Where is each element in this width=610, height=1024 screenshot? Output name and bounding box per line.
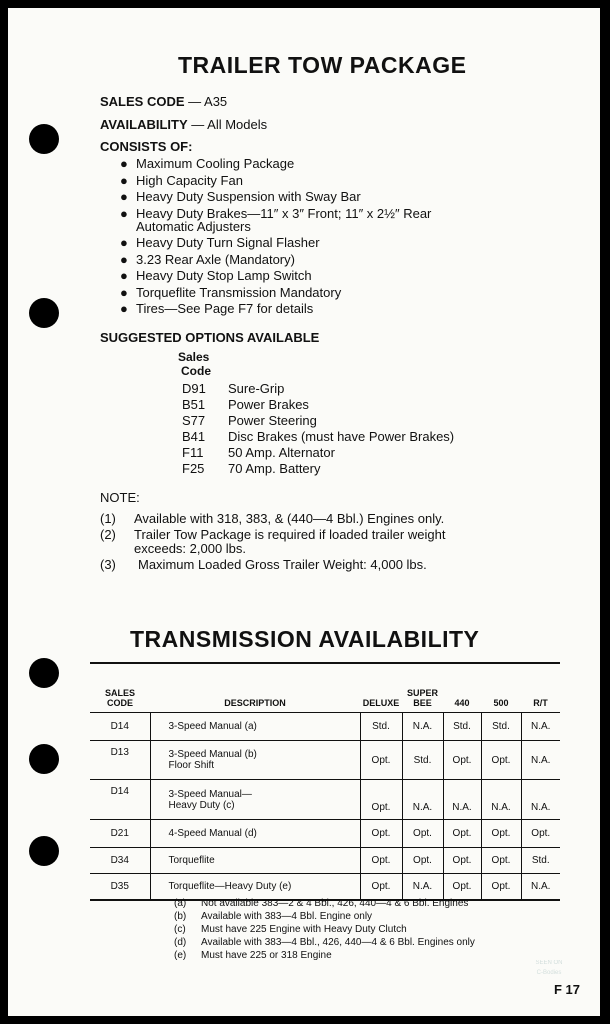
table-row: D21 4-Speed Manual (d) Opt. Opt. Opt. Opt. Opt. (90, 820, 560, 848)
table-row: D35 Torqueflite—Heavy Duty (e) Opt. N.A. Opt. Opt. N.A. (90, 874, 560, 900)
table-row: D14 3-Speed Manual (a) Std. N.A. Std. Std. N.A. (90, 713, 560, 741)
sales-code-value: — A35 (188, 94, 228, 109)
package-item: ● Tires—See Page F7 for details (120, 301, 314, 316)
package-item: ● High Capacity Fan (120, 173, 243, 188)
footnote: (d) Available with 383—4 Bbl., 426, 440—4 & 6 Bbl. Engines only (174, 937, 475, 948)
option-row (182, 397, 309, 412)
note-row: (2) Trailer Tow Package is required if loaded trailer weight (100, 527, 446, 542)
consists-label: CONSISTS OF: (100, 139, 193, 154)
note-label: NOTE: (100, 490, 140, 505)
bullet-icon: ● (120, 235, 128, 250)
option-code: B51 (182, 397, 206, 412)
col-super-bee: SUPER BEE (402, 663, 443, 713)
package-item: ● 3.23 Rear Axle (Mandatory) (120, 252, 295, 267)
option-code: F25 (182, 461, 205, 476)
footnote: (a) Not available 383—2 & 4 Bbl., 426, 440—4 & 6 Bbl. Engines (174, 898, 469, 909)
transmission-title: TRANSMISSION AVAILABILITY (130, 626, 480, 652)
col-440: 440 (443, 663, 481, 713)
note-row: (3) Maximum Loaded Gross Trailer Weight: 4,000 lbs. (100, 557, 427, 572)
package-item: ● Torqueflite Transmission Mandatory (120, 285, 342, 300)
option-code: F11 (182, 445, 204, 460)
footnote: (e) Must have 225 or 318 Engine (174, 950, 332, 961)
bullet-icon: ● (120, 268, 128, 283)
package-item: ● Heavy Duty Stop Lamp Switch (120, 268, 312, 283)
page-number: F 17 (554, 982, 581, 997)
option-row (182, 461, 321, 476)
binder-hole (29, 124, 59, 154)
option-desc: 70 Amp. Battery (228, 461, 321, 476)
document-page (8, 8, 600, 1016)
availability-value: — All Models (191, 117, 268, 132)
sales-col-label: Sales (178, 350, 210, 364)
option-desc: Disc Brakes (must have Power Brakes) (228, 429, 455, 444)
footnote: (b) Available with 383—4 Bbl. Engine only (174, 911, 373, 922)
binder-hole (29, 298, 59, 328)
availability-label: AVAILABILITY (100, 117, 188, 132)
table-row: D14 3-Speed Manual— Heavy Duty (c) Opt. N.A. N.A. N.A. N.A. (90, 780, 560, 820)
package-item: ● Heavy Duty Turn Signal Flasher (120, 235, 320, 250)
option-row (182, 381, 284, 396)
binder-hole (29, 658, 59, 688)
sales-code-line (100, 94, 227, 109)
option-desc: Power Steering (228, 413, 317, 428)
table-row: D13 3-Speed Manual (b) Floor Shift Opt. Std. Opt. Opt. N.A. (90, 741, 560, 780)
option-row (182, 413, 317, 428)
binder-hole (29, 744, 59, 774)
option-desc: Power Brakes (228, 397, 309, 412)
col-rt: R/T (521, 663, 560, 713)
bullet-icon: ● (120, 285, 128, 300)
binder-hole (29, 836, 59, 866)
transmission-table (90, 662, 560, 901)
package-item: ● Heavy Duty Suspension with Sway Bar (120, 189, 361, 204)
option-code: B41 (182, 429, 206, 444)
code-col-label: Code (181, 364, 211, 378)
availability-line (100, 117, 267, 132)
option-desc: Sure-Grip (228, 381, 285, 396)
option-code: S77 (182, 413, 206, 428)
footnote: (c) Must have 225 Engine with Heavy Duty Clutch (174, 924, 407, 935)
col-sales-code: SALES CODE (90, 663, 150, 713)
table-header-row (90, 663, 560, 713)
col-deluxe: DELUXE (360, 663, 402, 713)
bullet-icon: ● (120, 189, 128, 204)
bullet-icon: ● (120, 156, 128, 171)
col-description: DESCRIPTION (150, 663, 360, 713)
option-row (182, 429, 454, 444)
bullet-icon: ● (120, 301, 128, 316)
sales-code-label: SALES CODE (100, 94, 185, 109)
package-item: ● Maximum Cooling Package (120, 156, 295, 171)
option-code: D91 (182, 381, 206, 396)
watermark-logo: SEEN ON C-Bodies (535, 960, 563, 976)
package-item-continued: Automatic Adjusters (136, 219, 251, 234)
col-500: 500 (481, 663, 521, 713)
trailer-title: TRAILER TOW PACKAGE (178, 52, 467, 78)
bullet-icon: ● (120, 206, 128, 221)
option-row (182, 445, 335, 460)
table-row: D34 Torqueflite Opt. Opt. Opt. Opt. Std. (90, 848, 560, 874)
note-row: (1) Available with 318, 383, & (440—4 Bbl.) Engines only. (100, 511, 445, 526)
suggested-options-label: SUGGESTED OPTIONS AVAILABLE (100, 330, 320, 345)
bullet-icon: ● (120, 252, 128, 267)
bullet-icon: ● (120, 173, 128, 188)
package-item: ● Heavy Duty Brakes—11″ x 3″ Front; 11″ x 2½″ Rear (120, 206, 432, 221)
option-desc: 50 Amp. Alternator (228, 445, 335, 460)
note-row-continued: exceeds: 2,000 lbs. (134, 541, 247, 556)
